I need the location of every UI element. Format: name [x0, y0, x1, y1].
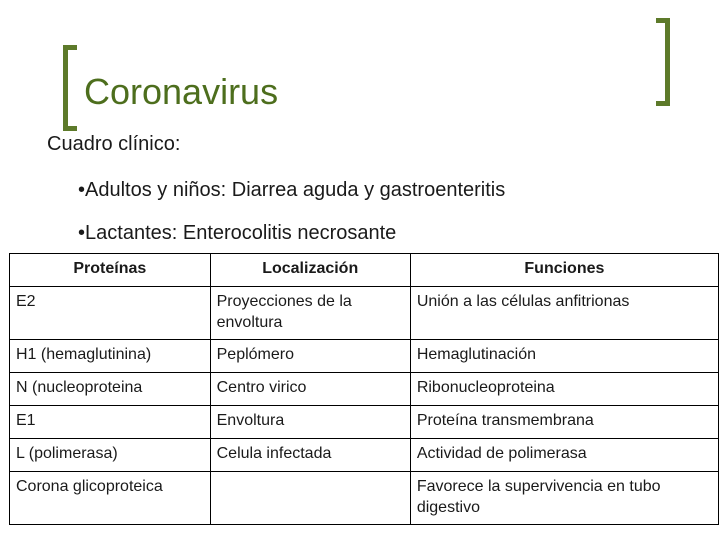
- table-row: [10, 406, 719, 439]
- table-row: [10, 373, 719, 406]
- table-cell: Hemaglutinación: [410, 340, 718, 373]
- table-row: [10, 340, 719, 373]
- table-cell: Proteína transmembrana: [410, 406, 718, 439]
- bullet-text: Adultos y niños: Diarrea aguda y gastroenteritis: [85, 179, 506, 201]
- table-cell: [210, 472, 410, 525]
- table-cell: Actividad de polimerasa: [410, 439, 718, 472]
- table-cell: Peplómero: [210, 340, 410, 373]
- table-cell: E2: [10, 287, 211, 340]
- table-header-row: [10, 254, 719, 287]
- table-row: [10, 472, 719, 525]
- header-proteinas: Proteínas: [10, 254, 211, 287]
- bullet-marker: •: [78, 222, 86, 244]
- header-localizacion: Localización: [210, 254, 410, 287]
- header-funciones: Funciones: [410, 254, 718, 287]
- table-cell: Unión a las células anfitrionas: [410, 287, 718, 340]
- table-cell: Envoltura: [210, 406, 410, 439]
- table-cell: Centro virico: [210, 373, 410, 406]
- table-cell: Celula infectada: [210, 439, 410, 472]
- bullet-item: [78, 177, 505, 203]
- bullet-text: Lactantes: Enterocolitis necrosante: [85, 222, 397, 244]
- slide-subtitle: Cuadro clínico:: [47, 133, 181, 155]
- table-cell: H1 (hemaglutinina): [10, 340, 211, 373]
- table-cell: L (polimerasa): [10, 439, 211, 472]
- proteins-table: [9, 253, 719, 525]
- table-cell: E1: [10, 406, 211, 439]
- table-cell: Proyecciones de la envoltura: [210, 287, 410, 340]
- table-cell: Corona glicoproteica: [10, 472, 211, 525]
- table-cell: N (nucleoproteina: [10, 373, 211, 406]
- left-bracket-decoration: [63, 45, 77, 131]
- table-cell: Favorece la supervivencia en tubo digestivo: [410, 472, 718, 525]
- right-bracket-decoration: [656, 18, 670, 106]
- bullet-marker: •: [78, 179, 86, 201]
- table-row: [10, 287, 719, 340]
- slide-title: Coronavirus: [84, 71, 279, 112]
- table-row: [10, 439, 719, 472]
- table-cell: Ribonucleoproteina: [410, 373, 718, 406]
- bullet-item: [78, 220, 396, 246]
